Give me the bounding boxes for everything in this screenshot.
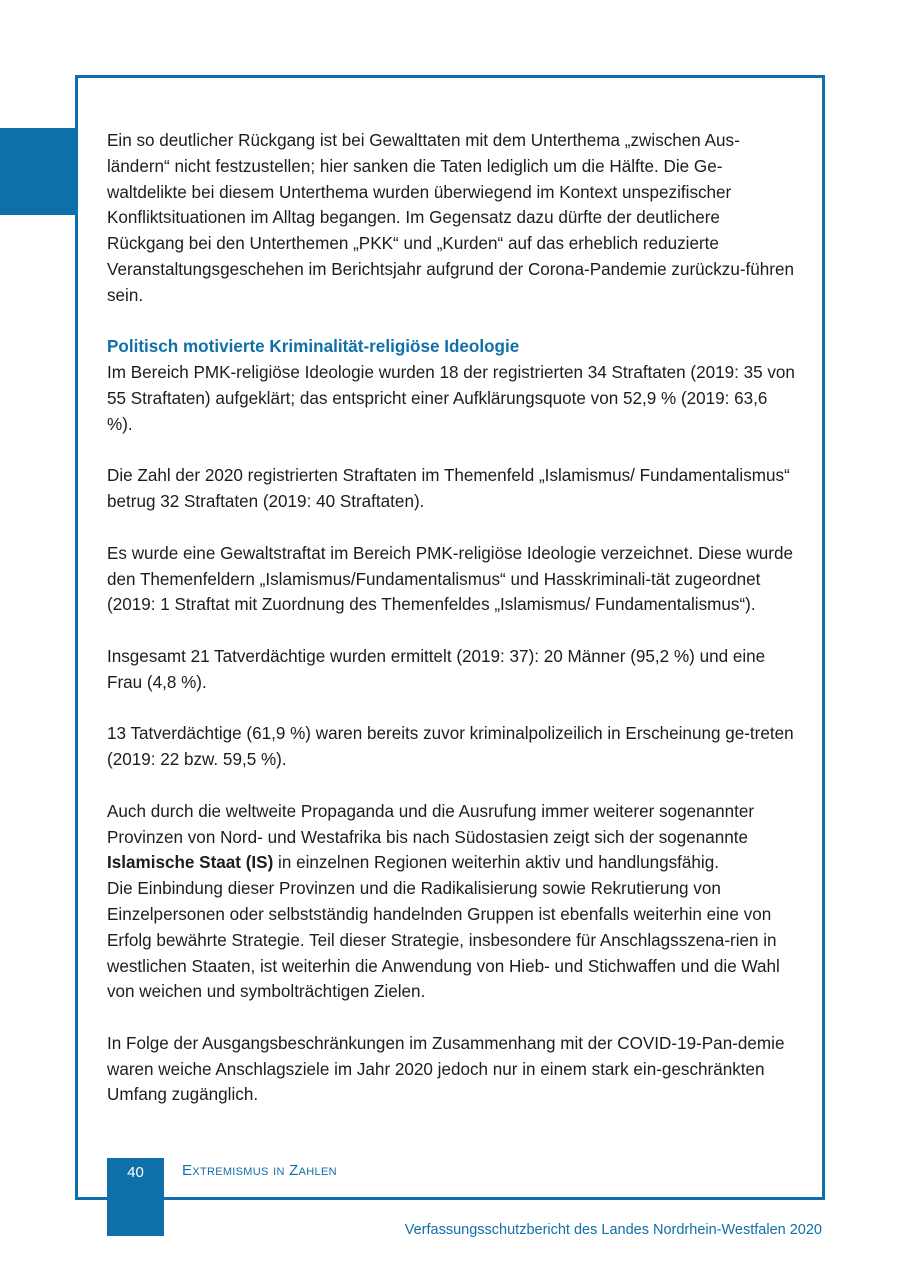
body-text: [107, 128, 797, 1134]
side-tab-marker: [0, 128, 78, 215]
paragraph: [107, 799, 797, 1005]
page-number-box: [107, 1158, 164, 1236]
paragraph: Im Bereich PMK-religiöse Ideologie wurden 18 der registrierten 34 Straftaten (2019: 35 von 55 Straftaten) aufgeklärt; das entspricht einer Aufklärungsquote von 52,9 % (2019: 63,6 %).: [107, 363, 795, 434]
publication-title: Verfassungsschutzbericht des Landes Nordrhein-Westfalen 2020: [404, 1222, 822, 1238]
paragraph: Es wurde eine Gewaltstraftat im Bereich PMK-religiöse Ideologie verzeichnet. Diese wurde den Themenfeldern „Islamismus/Fundamentalismus“ und Hasskriminali-tät zugeordnet (2019: 1 Straftat mit Zuordnung des Themenfeldes „Islamismus/ Fundamentalismus“).: [107, 543, 793, 615]
emphasis-text: Islamische Staat (IS): [107, 853, 274, 873]
paragraph-text: in einzelnen Regionen weiterhin aktiv und handlungsfähig.: [278, 853, 719, 873]
paragraph-text: Die Einbindung dieser Provinzen und die Radikalisierung sowie Rekrutierung von Einzelpersonen oder selbstständig handelnden Gruppen ist ebenfalls weiterhin eine von Erfolg bewährte Strategie. Teil dieser Strategie, insbesondere für Anschlagsszena-rien in westlichen Staaten, ist weiterhin die Anwendung von Hieb- und Stichwaffen und die Wahl von weichen und symbolträchtigen Zielen.: [107, 879, 780, 1002]
paragraph-text: Auch durch die weltweite Propaganda und die Ausrufung immer weiterer sogenannter Provinzen von Nord- und Westafrika bis nach Südostasien zeigt sich der sogenannte: [107, 801, 755, 847]
section-title: Extremismus in Zahlen: [182, 1162, 337, 1179]
paragraph: In Folge der Ausgangsbeschränkungen im Zusammenhang mit der COVID-19-Pan-demie waren weiche Anschlagsziele im Jahr 2020 jedoch nur in einem stark ein-geschränkten Umfang zugänglich.: [107, 1033, 785, 1105]
paragraph: Ein so deutlicher Rückgang ist bei Gewalttaten mit dem Unterthema „zwischen Aus-ländern“ nicht festzustellen; hier sanken die Taten lediglich um die Hälfte. Die Ge-waltdelikte bei diesem Unterthema wurden überwiegend im Kontext unspezifischer Konfliktsituationen im Alltag begangen. Im Gegensatz dazu dürfte der deutlichere Rückgang bei den Unterthemen „PKK“ und „Kurden“ auf das erheblich reduzierte Veranstaltungsgeschehen im Berichtsjahr aufgrund der Corona-Pandemie zurückzu-führen sein.: [107, 131, 794, 305]
page-number: 40: [127, 1164, 144, 1181]
section-heading: Politisch motivierte Kriminalität-religiöse Ideologie: [107, 337, 520, 357]
paragraph: Die Zahl der 2020 registrierten Straftaten im Themenfeld „Islamismus/ Fundamentalismus“ betrug 32 Straftaten (2019: 40 Straftaten).: [107, 466, 790, 512]
paragraph: 13 Tatverdächtige (61,9 %) waren bereits zuvor kriminalpolizeilich in Erscheinung ge-treten (2019: 22 bzw. 59,5 %).: [107, 724, 794, 770]
paragraph: Insgesamt 21 Tatverdächtige wurden ermittelt (2019: 37): 20 Männer (95,2 %) und eine Frau (4,8 %).: [107, 646, 766, 692]
